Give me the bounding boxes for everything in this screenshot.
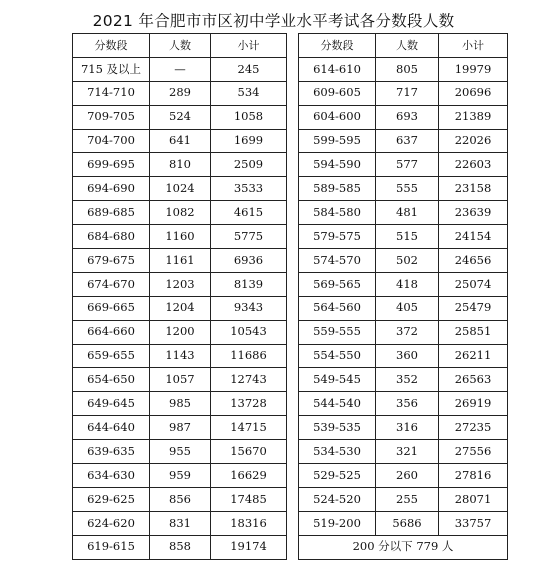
score-range-cell: 554-550 bbox=[299, 344, 376, 368]
header-score-range: 分数段 bbox=[299, 34, 376, 58]
subtotal-cell: 11686 bbox=[211, 344, 287, 368]
score-range-cell: 649-645 bbox=[73, 392, 150, 416]
count-cell: 372 bbox=[376, 320, 439, 344]
subtotal-cell: 26919 bbox=[439, 392, 508, 416]
header-subtotal: 小计 bbox=[211, 34, 287, 58]
score-range-cell: 569-565 bbox=[299, 272, 376, 296]
subtotal-cell: 27816 bbox=[439, 464, 508, 488]
table-row bbox=[73, 296, 287, 320]
score-range-cell: 609-605 bbox=[299, 81, 376, 105]
table-row bbox=[73, 487, 287, 511]
table-row bbox=[73, 320, 287, 344]
score-range-cell: 559-555 bbox=[299, 320, 376, 344]
score-range-cell: 715 及以上 bbox=[73, 57, 150, 81]
subtotal-cell: 26211 bbox=[439, 344, 508, 368]
table-row bbox=[299, 129, 508, 153]
subtotal-cell: 27235 bbox=[439, 416, 508, 440]
table-row bbox=[299, 344, 508, 368]
table-row bbox=[299, 177, 508, 201]
count-cell: 316 bbox=[376, 416, 439, 440]
count-cell: 856 bbox=[150, 487, 211, 511]
table-row bbox=[299, 464, 508, 488]
table-row bbox=[299, 153, 508, 177]
score-range-cell: 579-575 bbox=[299, 225, 376, 249]
subtotal-cell: 8139 bbox=[211, 272, 287, 296]
count-cell: 555 bbox=[376, 177, 439, 201]
score-range-cell: 644-640 bbox=[73, 416, 150, 440]
subtotal-cell: 9343 bbox=[211, 296, 287, 320]
score-range-cell: 654-650 bbox=[73, 368, 150, 392]
subtotal-cell: 17485 bbox=[211, 487, 287, 511]
score-range-cell: 534-530 bbox=[299, 440, 376, 464]
score-range-cell: 674-670 bbox=[73, 272, 150, 296]
count-cell: 260 bbox=[376, 464, 439, 488]
count-cell: 959 bbox=[150, 464, 211, 488]
subtotal-cell: 10543 bbox=[211, 320, 287, 344]
table-row bbox=[73, 249, 287, 273]
table-row bbox=[73, 535, 287, 559]
subtotal-cell: 19979 bbox=[439, 57, 508, 81]
table-row bbox=[299, 440, 508, 464]
count-cell: 1160 bbox=[150, 225, 211, 249]
score-range-cell: 684-680 bbox=[73, 225, 150, 249]
subtotal-cell: 25074 bbox=[439, 272, 508, 296]
subtotal-cell: 23158 bbox=[439, 177, 508, 201]
subtotal-cell: 22026 bbox=[439, 129, 508, 153]
subtotal-cell: 1058 bbox=[211, 105, 287, 129]
subtotal-cell: 23639 bbox=[439, 201, 508, 225]
count-cell: 1143 bbox=[150, 344, 211, 368]
count-cell: 987 bbox=[150, 416, 211, 440]
score-range-cell: 519-200 bbox=[299, 511, 376, 535]
subtotal-cell: 5775 bbox=[211, 225, 287, 249]
score-range-cell: 539-535 bbox=[299, 416, 376, 440]
subtotal-cell: 12743 bbox=[211, 368, 287, 392]
subtotal-cell: 19174 bbox=[211, 535, 287, 559]
score-range-cell: 694-690 bbox=[73, 177, 150, 201]
score-range-cell: 704-700 bbox=[73, 129, 150, 153]
score-range-cell: 689-685 bbox=[73, 201, 150, 225]
table-row bbox=[73, 511, 287, 535]
below-200-note: 200 分以下 779 人 bbox=[299, 535, 508, 559]
header-count: 人数 bbox=[150, 34, 211, 58]
subtotal-cell: 1699 bbox=[211, 129, 287, 153]
subtotal-cell: 22603 bbox=[439, 153, 508, 177]
score-range-cell: 679-675 bbox=[73, 249, 150, 273]
score-table-right bbox=[298, 33, 508, 560]
score-table-left bbox=[72, 33, 287, 560]
score-range-cell: 544-540 bbox=[299, 392, 376, 416]
table-row bbox=[299, 392, 508, 416]
subtotal-cell: 534 bbox=[211, 81, 287, 105]
subtotal-cell: 28071 bbox=[439, 487, 508, 511]
subtotal-cell: 18316 bbox=[211, 511, 287, 535]
count-cell: 858 bbox=[150, 535, 211, 559]
table-row bbox=[73, 201, 287, 225]
score-range-cell: 634-630 bbox=[73, 464, 150, 488]
count-cell: 289 bbox=[150, 81, 211, 105]
table-row bbox=[73, 464, 287, 488]
subtotal-cell: 245 bbox=[211, 57, 287, 81]
score-range-cell: 714-710 bbox=[73, 81, 150, 105]
score-range-cell: 584-580 bbox=[299, 201, 376, 225]
count-cell: 805 bbox=[376, 57, 439, 81]
table-row bbox=[73, 105, 287, 129]
score-range-cell: 664-660 bbox=[73, 320, 150, 344]
header-row bbox=[73, 34, 287, 58]
table-row bbox=[73, 177, 287, 201]
count-cell: 810 bbox=[150, 153, 211, 177]
count-cell: 524 bbox=[150, 105, 211, 129]
table-row bbox=[73, 368, 287, 392]
subtotal-cell: 33757 bbox=[439, 511, 508, 535]
count-cell: 418 bbox=[376, 272, 439, 296]
count-cell: 637 bbox=[376, 129, 439, 153]
score-range-cell: 589-585 bbox=[299, 177, 376, 201]
score-range-cell: 709-705 bbox=[73, 105, 150, 129]
subtotal-cell: 21389 bbox=[439, 105, 508, 129]
score-range-cell: 599-595 bbox=[299, 129, 376, 153]
score-range-cell: 629-625 bbox=[73, 487, 150, 511]
subtotal-cell: 6936 bbox=[211, 249, 287, 273]
subtotal-cell: 3533 bbox=[211, 177, 287, 201]
score-range-cell: 619-615 bbox=[73, 535, 150, 559]
table-row bbox=[299, 487, 508, 511]
count-cell: 5686 bbox=[376, 511, 439, 535]
table-row bbox=[73, 57, 287, 81]
score-range-cell: 699-695 bbox=[73, 153, 150, 177]
subtotal-cell: 16629 bbox=[211, 464, 287, 488]
count-cell: 1204 bbox=[150, 296, 211, 320]
count-cell: 1203 bbox=[150, 272, 211, 296]
count-cell: 515 bbox=[376, 225, 439, 249]
score-range-cell: 594-590 bbox=[299, 153, 376, 177]
table-row bbox=[299, 511, 508, 535]
subtotal-cell: 27556 bbox=[439, 440, 508, 464]
subtotal-cell: 25479 bbox=[439, 296, 508, 320]
count-cell: 1161 bbox=[150, 249, 211, 273]
subtotal-cell: 15670 bbox=[211, 440, 287, 464]
subtotal-cell: 20696 bbox=[439, 81, 508, 105]
score-range-cell: 574-570 bbox=[299, 249, 376, 273]
subtotal-cell: 24154 bbox=[439, 225, 508, 249]
subtotal-cell: 2509 bbox=[211, 153, 287, 177]
page-title: 2021 年合肥市市区初中学业水平考试各分数段人数 bbox=[92, 12, 455, 30]
score-range-cell: 614-610 bbox=[299, 57, 376, 81]
count-cell: 717 bbox=[376, 81, 439, 105]
count-cell: 352 bbox=[376, 368, 439, 392]
score-range-cell: 524-520 bbox=[299, 487, 376, 511]
count-cell: 693 bbox=[376, 105, 439, 129]
header-score-range: 分数段 bbox=[73, 34, 150, 58]
header-row bbox=[299, 34, 508, 58]
score-range-cell: 549-545 bbox=[299, 368, 376, 392]
table-row bbox=[73, 416, 287, 440]
count-cell: 641 bbox=[150, 129, 211, 153]
count-cell: 577 bbox=[376, 153, 439, 177]
subtotal-cell: 14715 bbox=[211, 416, 287, 440]
count-cell: 405 bbox=[376, 296, 439, 320]
table-row bbox=[299, 201, 508, 225]
score-range-cell: 659-655 bbox=[73, 344, 150, 368]
table-row bbox=[73, 81, 287, 105]
count-cell: 1082 bbox=[150, 201, 211, 225]
count-cell: 831 bbox=[150, 511, 211, 535]
score-range-cell: 639-635 bbox=[73, 440, 150, 464]
table-row bbox=[299, 320, 508, 344]
count-cell: — bbox=[150, 57, 211, 81]
header-count: 人数 bbox=[376, 34, 439, 58]
count-cell: 502 bbox=[376, 249, 439, 273]
table-row bbox=[299, 368, 508, 392]
table-row bbox=[73, 129, 287, 153]
score-range-cell: 624-620 bbox=[73, 511, 150, 535]
score-range-cell: 564-560 bbox=[299, 296, 376, 320]
count-cell: 356 bbox=[376, 392, 439, 416]
subtotal-cell: 25851 bbox=[439, 320, 508, 344]
score-range-cell: 529-525 bbox=[299, 464, 376, 488]
subtotal-cell: 26563 bbox=[439, 368, 508, 392]
table-row bbox=[73, 153, 287, 177]
count-cell: 1200 bbox=[150, 320, 211, 344]
count-cell: 985 bbox=[150, 392, 211, 416]
score-range-cell: 604-600 bbox=[299, 105, 376, 129]
table-row bbox=[299, 416, 508, 440]
count-cell: 360 bbox=[376, 344, 439, 368]
count-cell: 955 bbox=[150, 440, 211, 464]
table-row bbox=[299, 225, 508, 249]
count-cell: 1024 bbox=[150, 177, 211, 201]
table-row bbox=[73, 272, 287, 296]
score-range-cell: 669-665 bbox=[73, 296, 150, 320]
table-row bbox=[299, 81, 508, 105]
header-subtotal: 小计 bbox=[439, 34, 508, 58]
table-row bbox=[299, 296, 508, 320]
count-cell: 481 bbox=[376, 201, 439, 225]
table-row bbox=[73, 344, 287, 368]
table-row bbox=[73, 225, 287, 249]
table-row bbox=[299, 249, 508, 273]
count-cell: 255 bbox=[376, 487, 439, 511]
subtotal-cell: 13728 bbox=[211, 392, 287, 416]
table-row bbox=[299, 57, 508, 81]
table-row bbox=[73, 392, 287, 416]
count-cell: 1057 bbox=[150, 368, 211, 392]
table-row bbox=[299, 105, 508, 129]
count-cell: 321 bbox=[376, 440, 439, 464]
table-row bbox=[73, 440, 287, 464]
footnote-row bbox=[299, 535, 508, 559]
subtotal-cell: 24656 bbox=[439, 249, 508, 273]
subtotal-cell: 4615 bbox=[211, 201, 287, 225]
table-row bbox=[299, 272, 508, 296]
